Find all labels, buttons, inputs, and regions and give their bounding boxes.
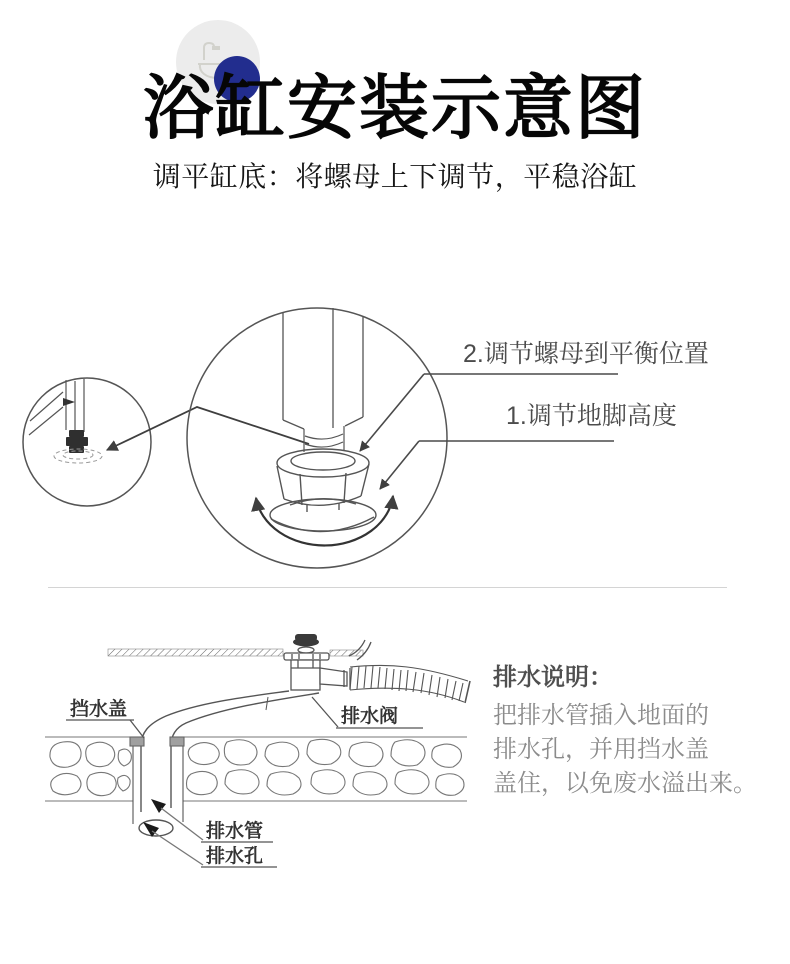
label1-leader	[380, 441, 614, 489]
leg-pointer-arrow-icon	[63, 398, 75, 406]
drain-note-line: 盖住，以免废水溢出来。	[493, 770, 757, 797]
label-adjust-foot: 1.调节地脚高度	[506, 402, 677, 430]
threaded-rod	[304, 426, 344, 452]
rubble-stones	[50, 739, 464, 795]
magnifier-leader-arrow	[107, 407, 309, 450]
label-drain-pipe: 排水管	[206, 821, 264, 842]
drain-note-line: 排水孔，并用挡水盖	[493, 736, 709, 763]
drain-note	[493, 657, 785, 801]
section-divider	[48, 587, 727, 588]
small-detail-circle	[23, 378, 151, 506]
water-cover-left	[130, 737, 144, 746]
drainage-diagram	[30, 615, 490, 880]
drain-note-line: 把排水管插入地面的	[493, 702, 709, 729]
water-cover-right	[170, 737, 184, 746]
foot-adjust-diagram	[15, 290, 775, 582]
flex-hose	[350, 665, 470, 703]
drain-pipe	[139, 691, 319, 836]
label-drain-valve: 排水阀	[341, 706, 399, 727]
label-adjust-nut: 2.调节螺母到平衡位置	[463, 340, 709, 368]
page-subtitle: 调平缸底：将螺母上下调节，平稳浴缸	[152, 161, 638, 192]
floor-ground	[45, 737, 467, 824]
tub-leg-post	[283, 308, 363, 429]
large-detail-circle	[187, 308, 447, 568]
adjust-nut	[277, 449, 369, 505]
drain-note-heading: 排水说明：	[493, 664, 613, 691]
foot-base	[270, 499, 376, 532]
page-title: 浴缸安装示意图	[143, 69, 647, 147]
label-water-cover: 挡水盖	[70, 699, 128, 720]
label-drain-hole: 排水孔	[206, 846, 264, 867]
